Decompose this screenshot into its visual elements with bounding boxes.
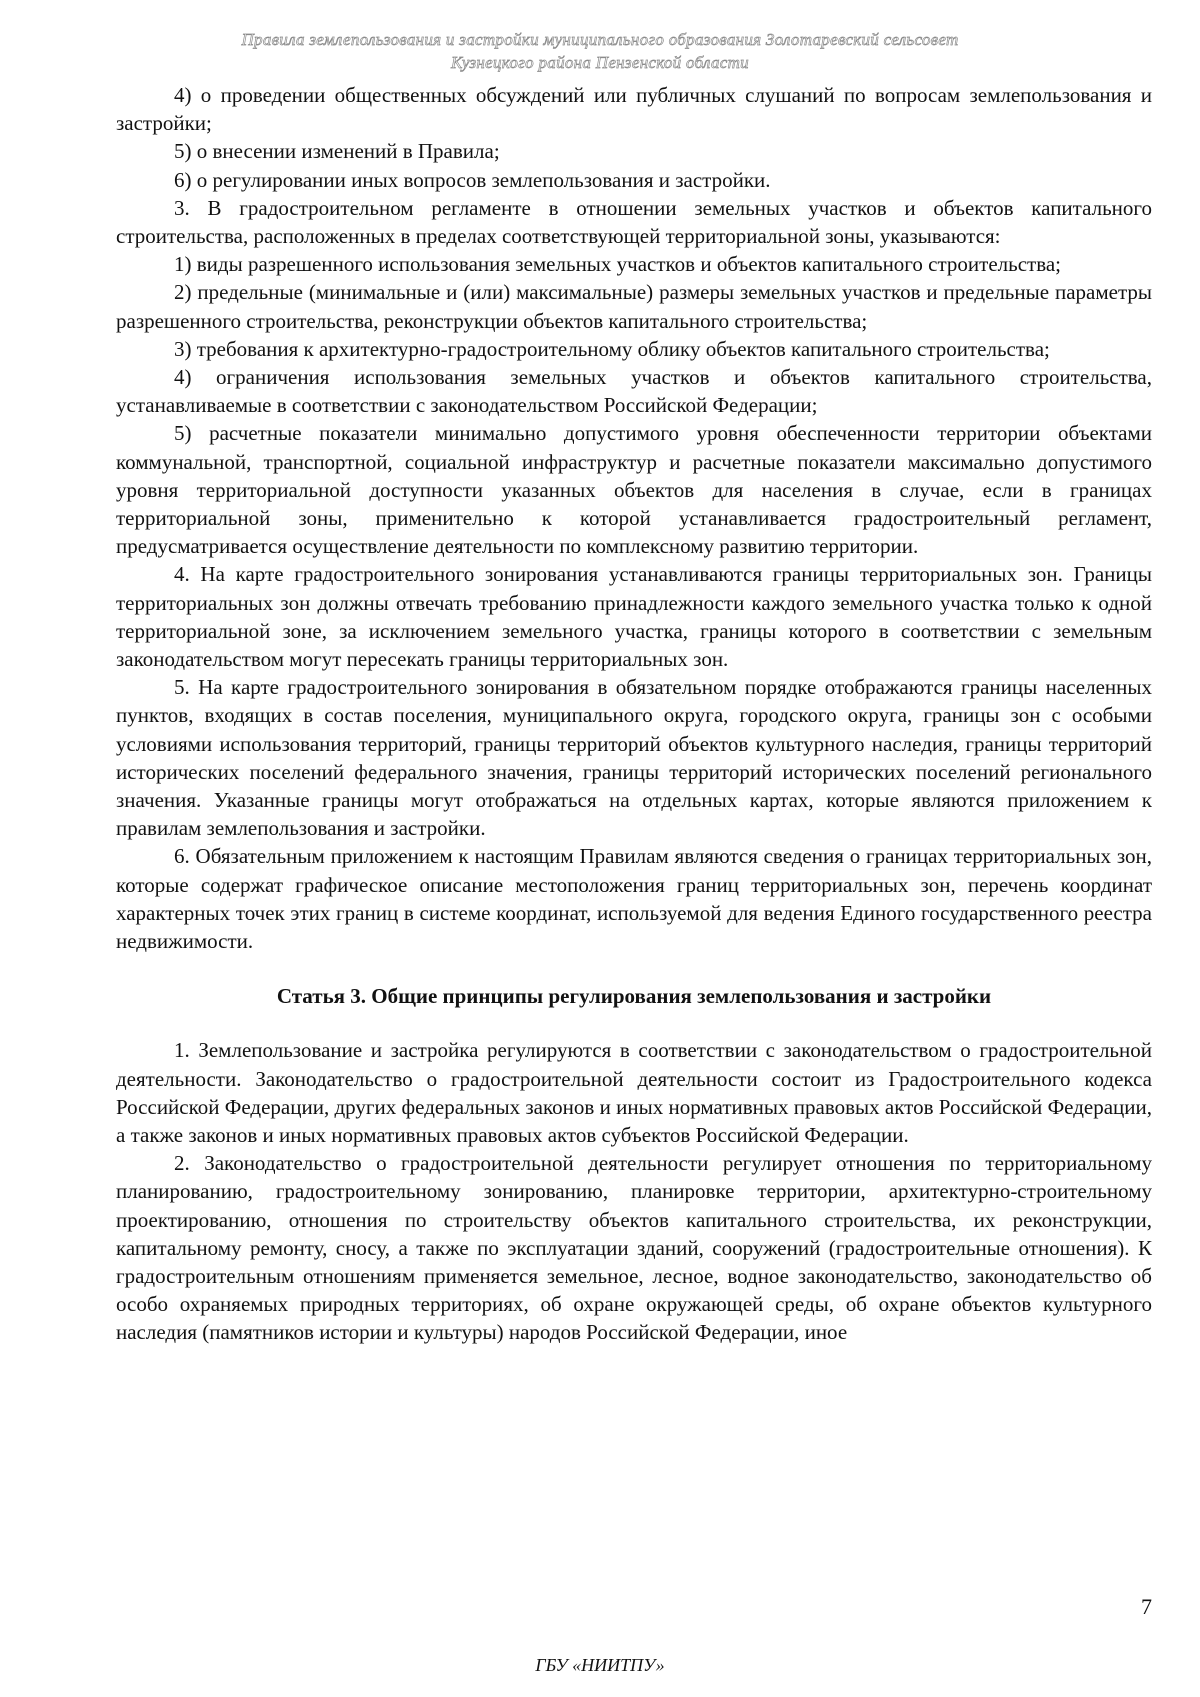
document-body — [116, 81, 1152, 1347]
paragraph: 4) ограничения использования земельных участков и объектов капитального строительства, устанавливаемые в соответствии с законодательством Российской Федерации; — [116, 365, 1152, 418]
running-header-line-1: Правила землепользования и застройки муниципального образования Золотаревский сельсовет — [241, 30, 959, 49]
paragraph: 6. Обязательным приложением к настоящим Правилам являются сведения о границах территориальных зон, которые содержат графическое описание местоположения границ территориальных зон, перечень координат характерных точек этих границ в системе координат, используемой для ведения Единого государственного реестра недвижимости. — [116, 844, 1152, 954]
article-paragraph: 1. Землепользование и застройка регулируются в соответствии с законодательством о градостроительной деятельности. Законодательство о градостроительной деятельности состоит из Градостроительного кодекса Российской Федерации, других федеральных законов и иных нормативных правовых актов Российской Федерации, а также законов и иных нормативных правовых актов субъектов Российской Федерации. — [116, 1038, 1152, 1147]
running-header — [150, 28, 1050, 74]
paragraph: 2) предельные (минимальные и (или) максимальные) размеры земельных участков и предельные параметры разрешенного строительства, реконструкции объектов капитального строительства; — [116, 280, 1152, 333]
article-paragraph: 2. Законодательство о градостроительной деятельности регулирует отношения по территориальному планированию, градостроительному зонированию, планировке территории, архитектурно-строительному проектированию, отношения по строительству объектов капитального строительства, их реконструкции, капитальному ремонту, сносу, а также по эксплуатации зданий, сооружений (градостроительные отношения). К градостроительным отношениям применяется земельное, лесное, водное законодательство, законодательство об особо охраняемых природных территориях, об охране окружающей среды, об охране объектов культурного наследия (памятников истории и культуры) народов Российской Федерации, иное — [116, 1151, 1152, 1345]
paragraph: 3. В градостроительном регламенте в отношении земельных участков и объектов капитального строительства, расположенных в пределах соответствующей территориальной зоны, указываются: — [116, 195, 1152, 249]
running-header-line-2: Кузнецкого района Пензенской области — [451, 53, 749, 72]
paragraph: 5) расчетные показатели минимально допустимого уровня обеспеченности территории объектами коммунальной, транспортной, социальной инфраструктур и расчетные показатели максимально допустимого уровня территориальной доступности указанных объектов для населения в случае, если в границах территориальной зоны, применительно к которой устанавливается градостроительный регламент, предусматривается осуществление деятельности по комплексному развитию территории. — [116, 421, 1152, 559]
paragraph: 4. На карте градостроительного зонирования устанавливаются границы территориальных зон. Границы территориальных зон должны отвечать требованию принадлежности каждого земельного участка только к одной территориальной зоне, за исключением земельного участка, границы которого в соответствии с земельным законодательством могут пересекать границы территориальных зон. — [116, 562, 1152, 672]
paragraph: 5) о внесении изменений в Правила; — [174, 139, 500, 164]
paragraph: 6) о регулировании иных вопросов землепользования и застройки. — [174, 167, 771, 192]
paragraph: 1) виды разрешенного использования земельных участков и объектов капитального строительства; — [174, 252, 1061, 277]
paragraph: 5. На карте градостроительного зонирования в обязательном порядке отображаются границы населенных пунктов, входящих в состав поселения, муниципального округа, городского округа, границы зон с особыми условиями использования территорий, границы территорий объектов культурного наследия, границы территорий исторических поселений федерального значения, границы территорий исторических поселений регионального значения. Указанные границы могут отображаться на отдельных картах, которые являются приложением к правилам землепользования и застройки. — [116, 675, 1152, 841]
page-number: 7 — [1141, 1594, 1152, 1619]
footer: ГБУ «НИИТПУ» — [535, 1655, 665, 1675]
paragraph: 3) требования к архитектурно-градостроительному облику объектов капитального строительства; — [174, 336, 1050, 361]
paragraph: 4) о проведении общественных обсуждений или публичных слушаний по вопросам землепользования и застройки; — [116, 83, 1152, 136]
article-title: Статья 3. Общие принципы регулирования землепользования и застройки — [276, 984, 992, 1009]
